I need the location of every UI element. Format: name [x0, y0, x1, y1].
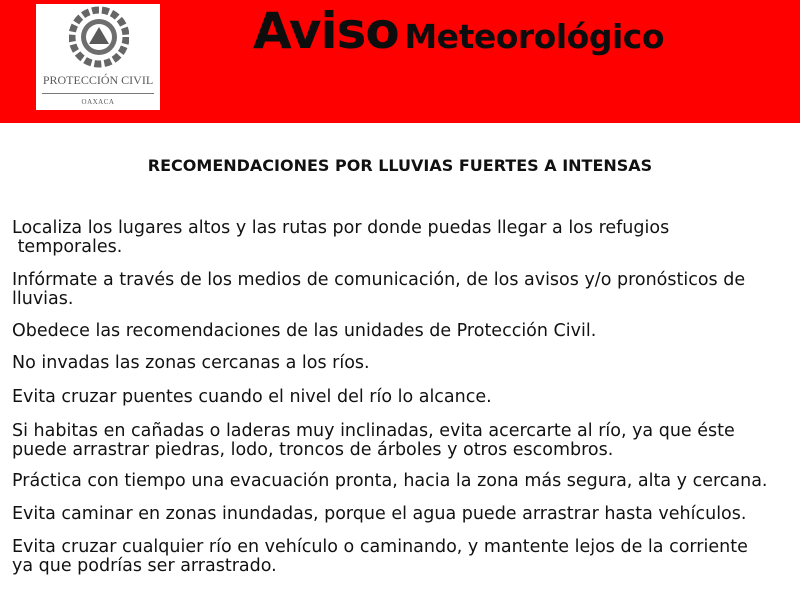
recommendation-item: Localiza los lugares altos y las rutas por donde puedas llegar a los refugios temporales. — [12, 218, 670, 257]
recommendation-item: Evita caminar en zonas inundadas, porque el agua puede arrastrar hasta vehículos. — [12, 504, 747, 524]
banner-title — [253, 2, 664, 60]
recommendation-item: Evita cruzar cualquier río en vehículo o caminando, y mantente lejos de la corriente ya que podrías ser arrastrado. — [12, 537, 748, 576]
logo-state: OAXACA — [81, 98, 115, 106]
recommendation-item: Obedece las recomendaciones de las unidades de Protección Civil. — [12, 321, 597, 341]
header-banner — [0, 0, 800, 123]
banner-title-main: Aviso — [253, 2, 399, 60]
civil-protection-emblem-icon — [69, 6, 129, 68]
logo-divider — [42, 93, 154, 94]
page-heading: RECOMENDACIONES POR LLUVIAS FUERTES A INTENSAS — [147, 156, 653, 175]
logo — [36, 4, 160, 110]
recommendation-item: Si habitas en cañadas o laderas muy inclinadas, evita acercarte al río, ya que éste puede arrastrar piedras, lodo, troncos de árboles y otros escombros. — [12, 421, 735, 460]
banner-title-secondary: Meteorológico — [404, 17, 664, 56]
logo-name: PROTECCIÓN CIVIL — [42, 73, 154, 87]
recommendation-item: Infórmate a través de los medios de comunicación, de los avisos y/o pronósticos de lluvias. — [12, 270, 746, 309]
recommendation-item: Evita cruzar puentes cuando el nivel del río lo alcance. — [12, 387, 492, 407]
recommendation-item: Práctica con tiempo una evacuación pronta, hacia la zona más segura, alta y cercana. — [12, 471, 768, 491]
recommendation-item: No invadas las zonas cercanas a los ríos. — [12, 353, 370, 373]
